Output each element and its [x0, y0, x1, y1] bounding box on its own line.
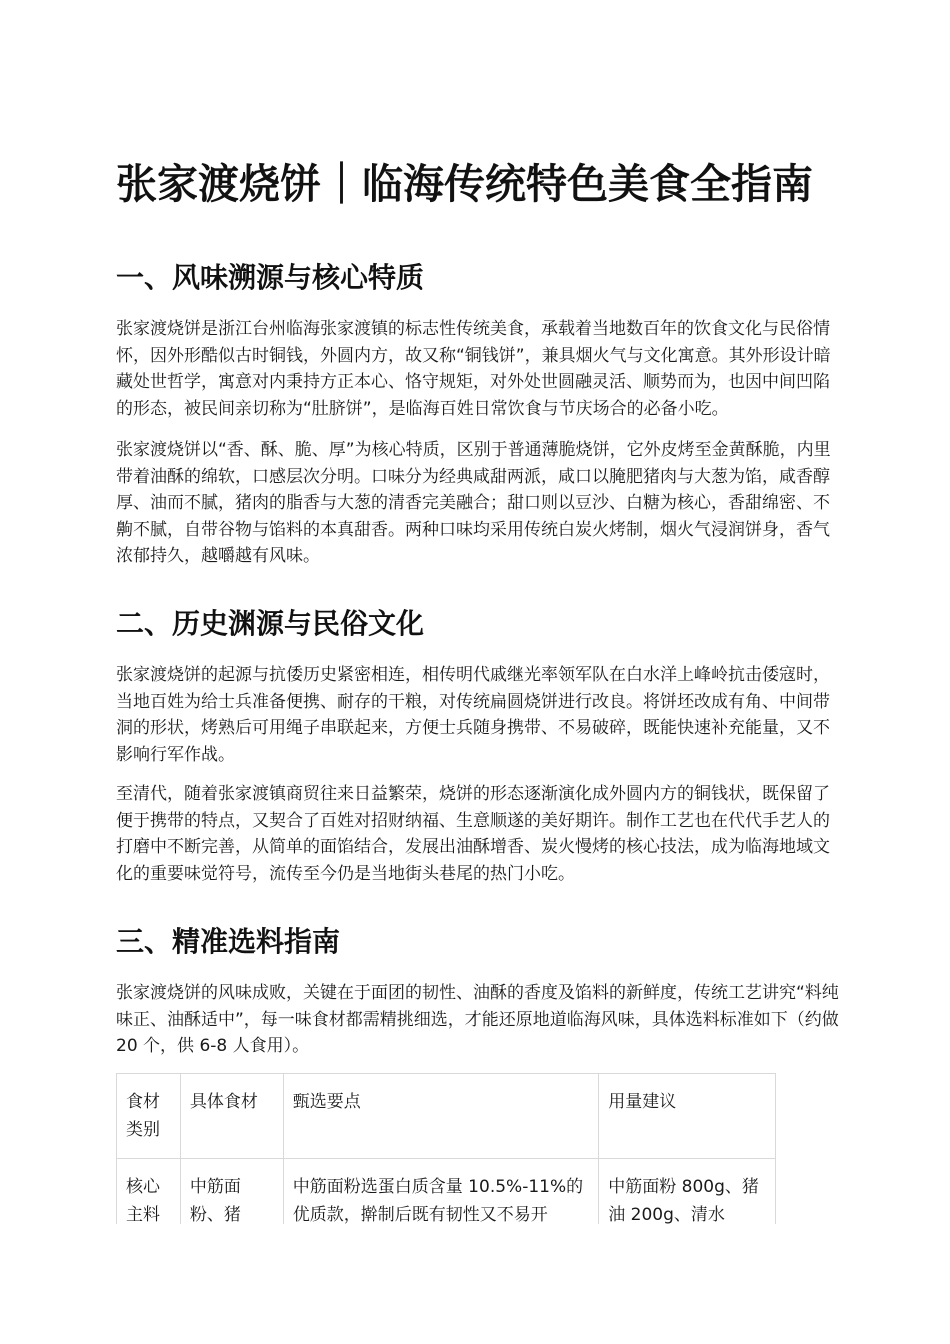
table-cell: 中筋面粉选蛋白质含量 10.5%-11%的优质款，擀制后既有韧性又不易开	[283, 1159, 598, 1225]
table-header-row	[117, 1074, 776, 1159]
table-cell: 核心主料	[117, 1159, 181, 1225]
section-2-paragraph-2: 至清代，随着张家渡镇商贸往来日益繁荣，烧饼的形态逐渐演化成外圆内方的铜钱状，既保留了便于携带的特点，又契合了百姓对招财纳福、生意顺遂的美好期许。制作工艺也在代代手艺人的打磨中不断完善，从简单的面馅结合，发展出油酥增香、炭火慢烤的核心技法，成为临海地域文化的重要味觉符号，流传至今仍是当地街头巷尾的热门小吃。	[116, 784, 830, 884]
page-title: 张家渡烧饼｜临海传统特色美食全指南	[116, 160, 813, 208]
section-1-paragraph-1: 张家渡烧饼是浙江台州临海张家渡镇的标志性传统美食，承载着当地数百年的饮食文化与民俗情怀，因外形酷似古时铜钱，外圆内方，故又称“铜钱饼”，兼具烟火气与文化寓意。其外形设计暗藏处世哲学，寓意对内秉持方正本心、恪守规矩，对外处世圆融灵活、顺势而为，也因中间凹陷的形态，被民间亲切称为“肚脐饼”，是临海百姓日常饮食与节庆场合的必备小吃。	[116, 319, 831, 419]
table-cell: 中筋面粉、猪	[180, 1159, 283, 1225]
section-heading-1: 一、风味溯源与核心特质	[116, 261, 425, 294]
table-header-cell: 具体食材	[180, 1074, 283, 1159]
table-row	[117, 1159, 776, 1225]
table-header-cell: 食材类别	[117, 1074, 181, 1159]
ingredient-table-wrapper	[116, 1073, 780, 1224]
section-3-paragraph-1: 张家渡烧饼的风味成败，关键在于面团的韧性、油酥的香度及馅料的新鲜度，传统工艺讲究“料纯味正、油酥适中”，每一味食材都需精挑细选，才能还原地道临海风味，具体选料标准如下（约做 20 个，供 6-8 人食用）。	[116, 983, 839, 1056]
section-2-paragraph-1: 张家渡烧饼的起源与抗倭历史紧密相连，相传明代戚继光率领军队在白水洋上峰岭抗击倭寇时，当地百姓为给士兵准备便携、耐存的干粮，对传统扁圆烧饼进行改良。将饼坯改成有角、中间带洞的形状，烤熟后可用绳子串联起来，方便士兵随身携带、不易破碎，既能快速补充能量，又不影响行军作战。	[116, 665, 830, 765]
table-header-cell: 甄选要点	[283, 1074, 598, 1159]
section-1-paragraph-2: 张家渡烧饼以“香、酥、脆、厚”为核心特质，区别于普通薄脆烧饼，它外皮烤至金黄酥脆，内里带着油酥的绵软，口感层次分明。口味分为经典咸甜两派，咸口以腌肥猪肉与大葱为馅，咸香醇厚、油而不腻，猪肉的脂香与大葱的清香完美融合；甜口则以豆沙、白糖为核心，香甜绵密、不齁不腻，自带谷物与馅料的本真甜香。两种口味均采用传统白炭火烤制，烟火气浸润饼身，香气浓郁持久，越嚼越有风味。	[116, 440, 831, 566]
section-heading-3: 三、精准选料指南	[116, 925, 341, 958]
table-header-cell: 用量建议	[599, 1074, 776, 1159]
table-cell: 中筋面粉 800g、猪油 200g、清水	[599, 1159, 776, 1225]
ingredient-table	[116, 1073, 776, 1224]
section-heading-2: 二、历史渊源与民俗文化	[116, 607, 425, 640]
